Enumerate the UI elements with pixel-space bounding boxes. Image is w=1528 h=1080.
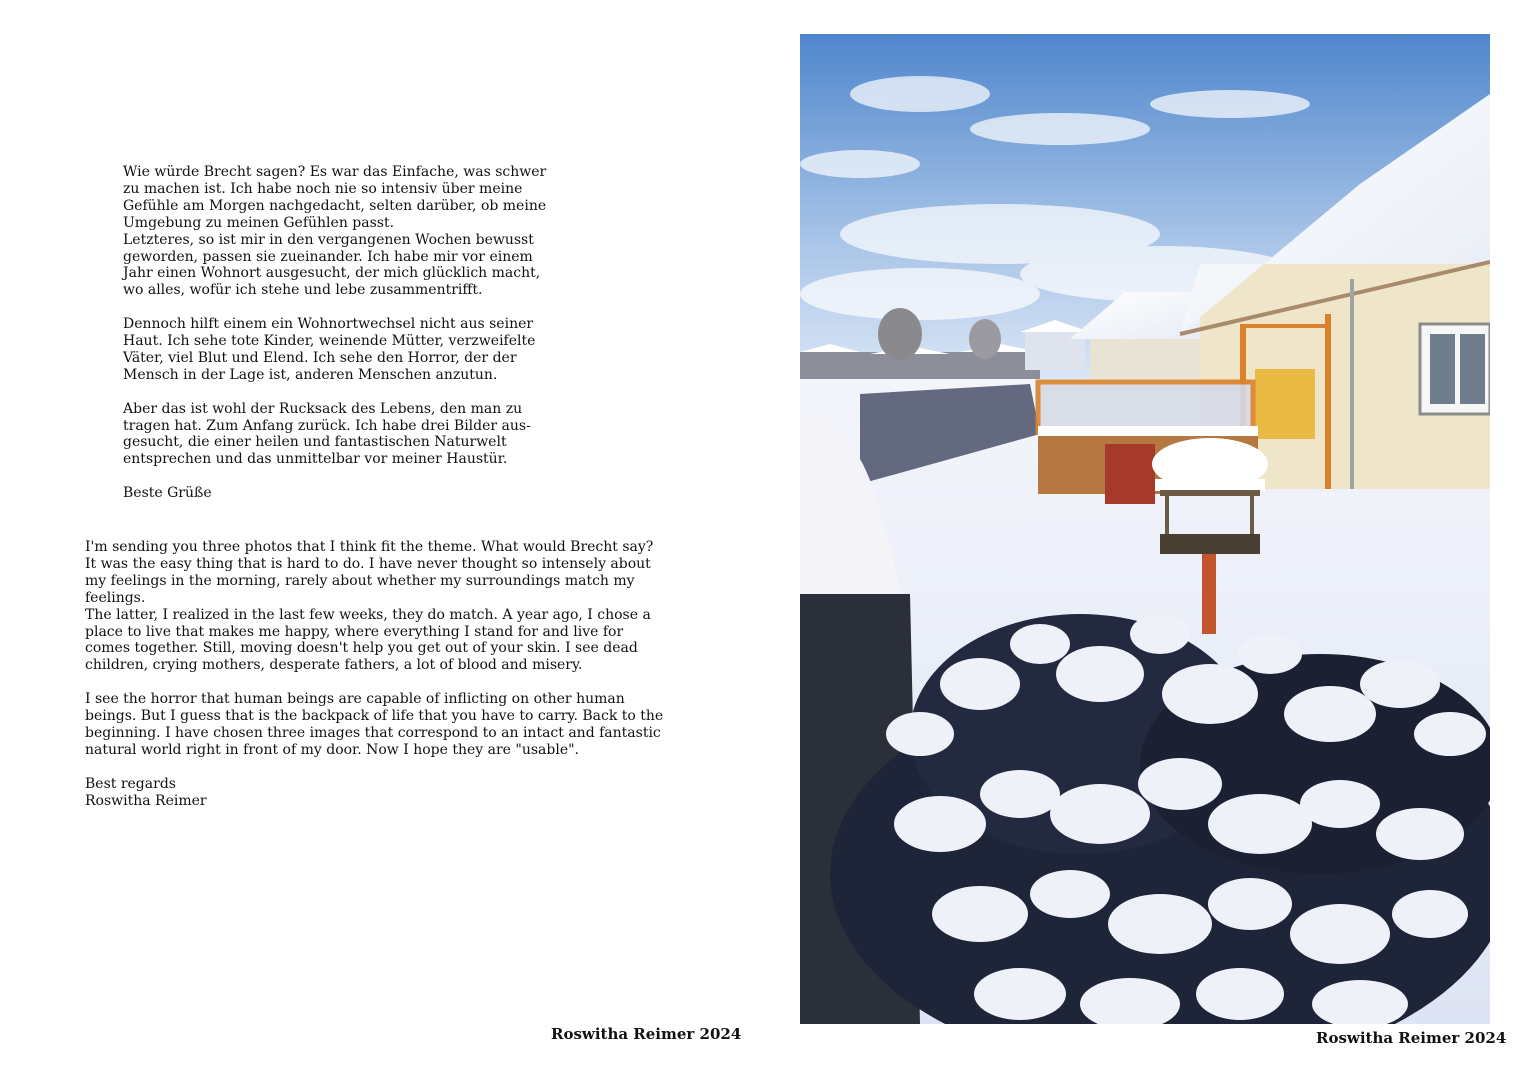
german-paragraph-3: Aber das ist wohl der Rucksack des Lebens, den man zu tragen hat. Zum Anfang zurück. Ich habe drei Bilder aus- gesucht, die einer heilen und fantastischen Naturwelt entsprechen und das unmittelbar vor meiner Haustür. [123, 400, 531, 468]
german-greeting: Beste Grüße [123, 485, 212, 502]
german-paragraph-1: Wie würde Brecht sagen? Es war das Einfache, was schwer zu machen ist. Ich habe noch nie so intensiv über meine Gefühle am Morgen nachgedacht, selten darüber, ob meine Umgebung zu meinen Gefühlen passt. Letzteres, so ist mir in den vergangenen Wochen bewusst geworden, passen sie zueinander. Ich habe mir vor einem Jahr einen Wohnort ausgesucht, der mich glücklich macht, wo alles, wofür ich stehe und lebe zusammentrifft. [123, 164, 547, 299]
english-letter [85, 539, 685, 809]
winter-garden-photo [800, 34, 1490, 1024]
left-credit: Roswitha Reimer 2024 [551, 1025, 742, 1043]
english-paragraph-2: I see the horror that human beings are capable of inflicting on other human beings. But I guess that is the backpack of life that you have to carry. Back to the beginning. I have chosen three images that correspond to an intact and fantastic natural world right in front of my door. Now I hope they are "usable". [85, 691, 664, 758]
english-closing: Best regards Roswitha Reimer [85, 775, 207, 809]
english-paragraph-1: I'm sending you three photos that I think fit the theme. What would Brecht say? It was the easy thing that is hard to do. I have never thought so intensely about my feelings in the morning, rarely about whether my surroundings match my feelings. The latter, I realized in the last few weeks, they do match. A year ago, I chose a place to live that makes me happy, where everything I stand for and live for comes together. Still, moving doesn't help you get out of your skin. I see dead children, crying mothers, desperate fathers, a lot of blood and misery. [85, 539, 654, 674]
right-credit: Roswitha Reimer 2024 [1316, 1029, 1507, 1047]
german-letter [123, 164, 563, 519]
german-paragraph-2: Dennoch hilft einem ein Wohnortwechsel nicht aus seiner Haut. Ich sehe tote Kinder, weinende Mütter, verzweifelte Väter, viel Blut und Elend. Ich sehe den Horror, der der Mensch in der Lage ist, anderen Menschen anzutun. [123, 316, 536, 383]
